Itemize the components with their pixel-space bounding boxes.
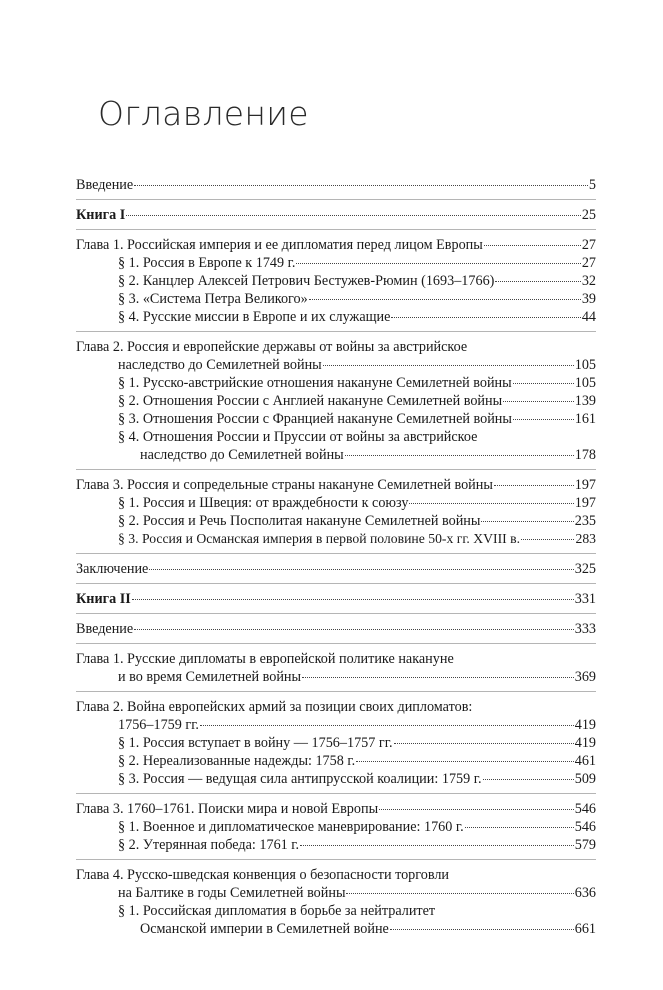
leader-dots xyxy=(494,485,574,486)
toc-entry-chapter[interactable] xyxy=(76,866,596,884)
leader-dots xyxy=(200,725,574,726)
toc-entry-label: § 2. Отношения России с Англией накануне Семилетней войны xyxy=(118,393,503,409)
leader-dots xyxy=(134,185,588,186)
toc-entry-label: Книга I xyxy=(76,207,126,223)
leader-dots xyxy=(465,827,574,828)
toc-entry-label: Глава 2. Война европейских армий за позиции своих дипломатов: xyxy=(76,699,473,715)
toc-entry-label: 1756–1759 гг. xyxy=(118,717,199,733)
toc-entry-page: 461 xyxy=(574,753,596,769)
toc-entry-label: § 1. Российская дипломатия в борьбе за нейтралитет xyxy=(118,903,436,919)
toc-entry-label: Глава 3. 1760–1761. Поиски мира и новой Европы xyxy=(76,801,379,817)
divider xyxy=(76,331,596,332)
toc-entry-section[interactable] xyxy=(118,818,596,836)
leader-dots xyxy=(513,383,574,384)
leader-dots xyxy=(394,743,574,744)
toc-entry-label: § 3. «Система Петра Великого» xyxy=(118,291,308,307)
toc-entry-chapter[interactable] xyxy=(76,800,596,818)
toc-entry-chapter-cont[interactable] xyxy=(118,668,596,686)
leader-dots xyxy=(481,521,573,522)
leader-dots xyxy=(513,419,574,420)
leader-dots xyxy=(495,281,580,282)
toc-entry-page: 509 xyxy=(574,771,596,787)
toc-entry-label: § 2. Канцлер Алексей Петрович Бестужев-Рюмин (1693–1766) xyxy=(118,273,495,289)
toc-entry-page: 27 xyxy=(581,255,596,271)
divider xyxy=(76,643,596,644)
leader-dots xyxy=(132,599,574,600)
toc-entry-page: 197 xyxy=(574,495,596,511)
toc-entry-page: 325 xyxy=(574,561,596,577)
toc-entry-label: Заключение xyxy=(76,561,149,577)
toc-entry-page: 105 xyxy=(574,375,596,391)
toc-entry-page: 579 xyxy=(574,837,596,853)
toc-entry-page: 39 xyxy=(581,291,596,307)
toc-entry-book[interactable] xyxy=(76,590,596,608)
toc-entry-label: § 2. Утерянная победа: 1761 г. xyxy=(118,837,300,853)
leader-dots xyxy=(391,317,580,318)
leader-dots xyxy=(409,503,573,504)
toc-entry-page: 333 xyxy=(574,621,596,637)
leader-dots xyxy=(484,245,581,246)
toc-entry-section[interactable] xyxy=(118,392,596,410)
divider xyxy=(76,613,596,614)
toc-entry-page: 25 xyxy=(581,207,596,223)
toc-entry-page: 419 xyxy=(574,735,596,751)
toc-entry-label: § 1. Россия и Швеция: от враждебности к союзу xyxy=(118,495,409,511)
leader-dots xyxy=(483,779,574,780)
toc-entry-label: § 1. Россия в Европе к 1749 г. xyxy=(118,255,296,271)
toc-entry-label: § 3. Россия — ведущая сила антипрусской коалиции: 1759 г. xyxy=(118,771,482,787)
toc-entry[interactable] xyxy=(76,560,596,578)
toc-entry-page: 419 xyxy=(574,717,596,733)
divider xyxy=(76,199,596,200)
toc-entry-page: 546 xyxy=(574,801,596,817)
toc-entry-section[interactable] xyxy=(118,428,596,446)
divider xyxy=(76,691,596,692)
leader-dots xyxy=(149,569,573,570)
toc-entry-page: 139 xyxy=(574,393,596,409)
toc-entry-label: Глава 3. Россия и сопредельные страны накануне Семилетней войны xyxy=(76,477,493,493)
toc-entry-book[interactable] xyxy=(76,206,596,224)
toc-entry-page: 636 xyxy=(574,885,596,901)
toc-entry-chapter-cont[interactable] xyxy=(118,716,596,734)
toc-entry-label: наследство до Семилетней войны xyxy=(118,357,322,373)
toc-entry-page: 369 xyxy=(574,669,596,685)
toc-entry-section[interactable] xyxy=(118,770,596,788)
leader-dots xyxy=(521,539,574,540)
leader-dots xyxy=(356,761,574,762)
toc-entry-section[interactable] xyxy=(118,410,596,428)
leader-dots xyxy=(503,401,574,402)
toc-entry-label: Глава 4. Русско-шведская конвенция о безопасности торговли xyxy=(76,867,450,883)
toc-entry-label: Введение xyxy=(76,177,134,193)
toc-entry-section[interactable] xyxy=(118,752,596,770)
toc-entry-section[interactable] xyxy=(118,530,596,548)
toc-entry-label: § 1. Русско-австрийские отношения накануне Семилетней войны xyxy=(118,375,512,391)
leader-dots xyxy=(379,809,574,810)
toc-entry-page: 161 xyxy=(574,411,596,427)
toc-entry-page: 283 xyxy=(575,531,596,546)
toc-entry-label: § 2. Россия и Речь Посполитая накануне Семилетней войны xyxy=(118,513,481,529)
toc-entry-chapter-cont[interactable] xyxy=(118,884,596,902)
leader-dots xyxy=(126,215,581,216)
toc-entry-section[interactable] xyxy=(118,290,596,308)
divider xyxy=(76,793,596,794)
toc-entry-label: § 3. Отношения России с Францией накануне Семилетней войны xyxy=(118,411,512,427)
page-title: Оглавление xyxy=(98,94,309,133)
toc-entry-label: § 1. Россия вступает в войну — 1756–1757 гг. xyxy=(118,735,393,751)
leader-dots xyxy=(346,893,573,894)
toc-entry[interactable] xyxy=(76,176,596,194)
toc-entry-section[interactable] xyxy=(118,836,596,854)
toc-entry-chapter-cont[interactable] xyxy=(118,356,596,374)
toc-entry-label: на Балтике в годы Семилетней войны xyxy=(118,885,346,901)
toc-entry-section[interactable] xyxy=(118,374,596,392)
toc-entry-section[interactable] xyxy=(118,308,596,326)
toc-entry-chapter[interactable] xyxy=(76,338,596,356)
toc-entry-chapter[interactable] xyxy=(76,698,596,716)
toc-entry-page: 661 xyxy=(574,921,596,937)
toc-entry-page: 197 xyxy=(574,477,596,493)
divider xyxy=(76,859,596,860)
toc-entry-label: Книга II xyxy=(76,591,131,607)
toc-entry-section[interactable] xyxy=(118,272,596,290)
toc-entry-label: § 3. Россия и Османская империя в первой половине 50-х гг. XVIII в. xyxy=(118,531,521,546)
toc-entry-page: 331 xyxy=(574,591,596,607)
toc-entry-label: § 1. Военное и дипломатическое маневрирование: 1760 г. xyxy=(118,819,464,835)
toc-entry-label: Глава 1. Российская империя и ее дипломатия перед лицом Европы xyxy=(76,237,483,253)
divider xyxy=(76,229,596,230)
toc-entry-label: Османской империи в Семилетней войне xyxy=(140,921,389,937)
toc-entry-chapter[interactable] xyxy=(76,236,596,254)
toc-entry-section[interactable] xyxy=(118,902,596,920)
toc-entry-section-cont[interactable] xyxy=(140,446,596,464)
toc-entry-label: наследство до Семилетней войны xyxy=(140,447,344,463)
toc-entry-page: 27 xyxy=(581,237,596,253)
toc-entry-label: Глава 1. Русские дипломаты в европейской политике накануне xyxy=(76,651,454,667)
toc-entry-page: 235 xyxy=(574,513,596,529)
toc-entry-label: § 4. Отношения России и Пруссии от войны за австрийское xyxy=(118,429,478,445)
leader-dots xyxy=(323,365,574,366)
divider xyxy=(76,553,596,554)
toc-entry-section[interactable] xyxy=(118,254,596,272)
toc-entry-section[interactable] xyxy=(118,494,596,512)
toc-entry-label: и во время Семилетней войны xyxy=(118,669,302,685)
toc-entry-section[interactable] xyxy=(118,734,596,752)
leader-dots xyxy=(302,677,574,678)
leader-dots xyxy=(134,629,574,630)
toc-entry-label: Глава 2. Россия и европейские державы от войны за австрийское xyxy=(76,339,468,355)
divider xyxy=(76,469,596,470)
toc-entry-label: § 4. Русские миссии в Европе и их служащие xyxy=(118,309,391,325)
toc-entry[interactable] xyxy=(76,620,596,638)
toc-entry-chapter[interactable] xyxy=(76,650,596,668)
leader-dots xyxy=(300,845,574,846)
toc-entry-page: 44 xyxy=(581,309,596,325)
leader-dots xyxy=(296,263,580,264)
toc-entry-label: § 2. Нереализованные надежды: 1758 г. xyxy=(118,753,356,769)
leader-dots xyxy=(309,299,581,300)
toc-entry-section[interactable] xyxy=(118,512,596,530)
toc-entry-page: 546 xyxy=(574,819,596,835)
toc-entry-section-cont[interactable] xyxy=(140,920,596,938)
toc-entry-page: 32 xyxy=(581,273,596,289)
leader-dots xyxy=(345,455,574,456)
leader-dots xyxy=(390,929,574,930)
toc-entry-label: Введение xyxy=(76,621,134,637)
toc-entry-chapter[interactable] xyxy=(76,476,596,494)
toc-entry-page: 105 xyxy=(574,357,596,373)
toc-entry-page: 178 xyxy=(574,447,596,463)
divider xyxy=(76,583,596,584)
toc-entry-page: 5 xyxy=(588,177,596,193)
